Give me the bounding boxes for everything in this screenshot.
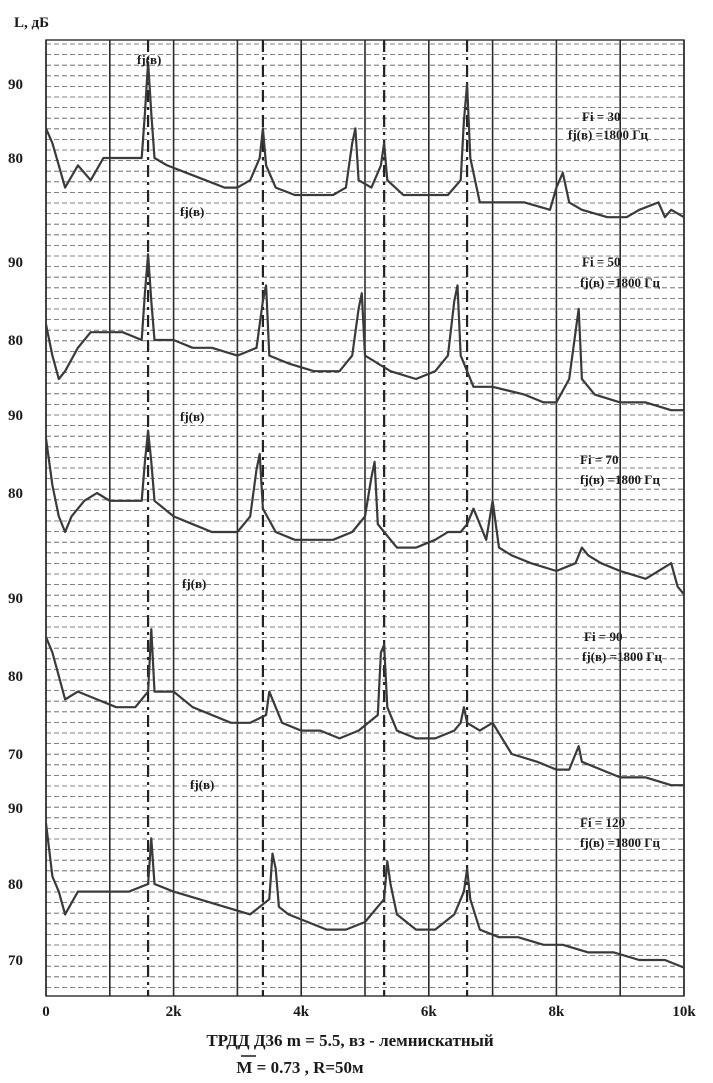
- caption-line-2: M = 0.73 , R=50м: [236, 1058, 364, 1077]
- y-tick-label: 80: [8, 486, 23, 502]
- fi-label: Fi = 50: [582, 254, 621, 269]
- frequency-label: fj(в) =1800 Гц: [568, 127, 649, 142]
- x-tick-label: 2k: [165, 1004, 182, 1020]
- y-tick-label: 90: [8, 77, 23, 93]
- frequency-label: fj(в) =1800 Гц: [582, 649, 663, 664]
- frequency-label: fj(в) =1800 Гц: [580, 472, 661, 487]
- x-tick-label: 0: [42, 1004, 50, 1020]
- x-tick-label: 10k: [672, 1004, 696, 1020]
- y-tick-label: 80: [8, 151, 23, 167]
- peak-marker-label: fj(в): [180, 409, 205, 424]
- x-tick-label: 8k: [548, 1004, 565, 1020]
- x-tick-label: 4k: [293, 1004, 310, 1020]
- y-axis-label: L, дБ: [14, 15, 50, 31]
- fi-label: Fi = 90: [584, 629, 623, 644]
- caption-line-1: ТРДД Д36 m = 5.5, вз - лемнискатный: [206, 1031, 494, 1050]
- frequency-label: fj(в) =1800 Гц: [580, 835, 661, 850]
- harmonic-markers: [148, 40, 467, 996]
- peak-marker-label: fj(в): [137, 52, 162, 67]
- fi-label: Fi = 70: [580, 452, 619, 467]
- peak-marker-label: fj(в): [182, 576, 207, 591]
- fi-label: Fi = 30: [582, 109, 621, 124]
- x-tick-label: 6k: [420, 1004, 437, 1020]
- y-tick-label: 70: [8, 747, 23, 763]
- y-tick-label: 90: [8, 801, 23, 817]
- fi-label: Fi = 120: [580, 815, 625, 830]
- y-tick-label: 70: [8, 953, 23, 969]
- y-tick-label: 80: [8, 877, 23, 893]
- x-tick-labels: [42, 1004, 696, 1020]
- y-tick-label: 90: [8, 591, 23, 607]
- y-tick-label: 90: [8, 408, 23, 424]
- y-tick-label: 80: [8, 333, 23, 349]
- peak-marker-label: fj(в): [180, 204, 205, 219]
- y-tick-label: 90: [8, 255, 23, 271]
- panel-annotations: [137, 52, 663, 850]
- peak-marker-label: fj(в): [190, 777, 215, 792]
- frequency-label: fj(в) =1800 Гц: [580, 275, 661, 290]
- y-tick-labels: [8, 77, 23, 969]
- y-tick-label: 80: [8, 669, 23, 685]
